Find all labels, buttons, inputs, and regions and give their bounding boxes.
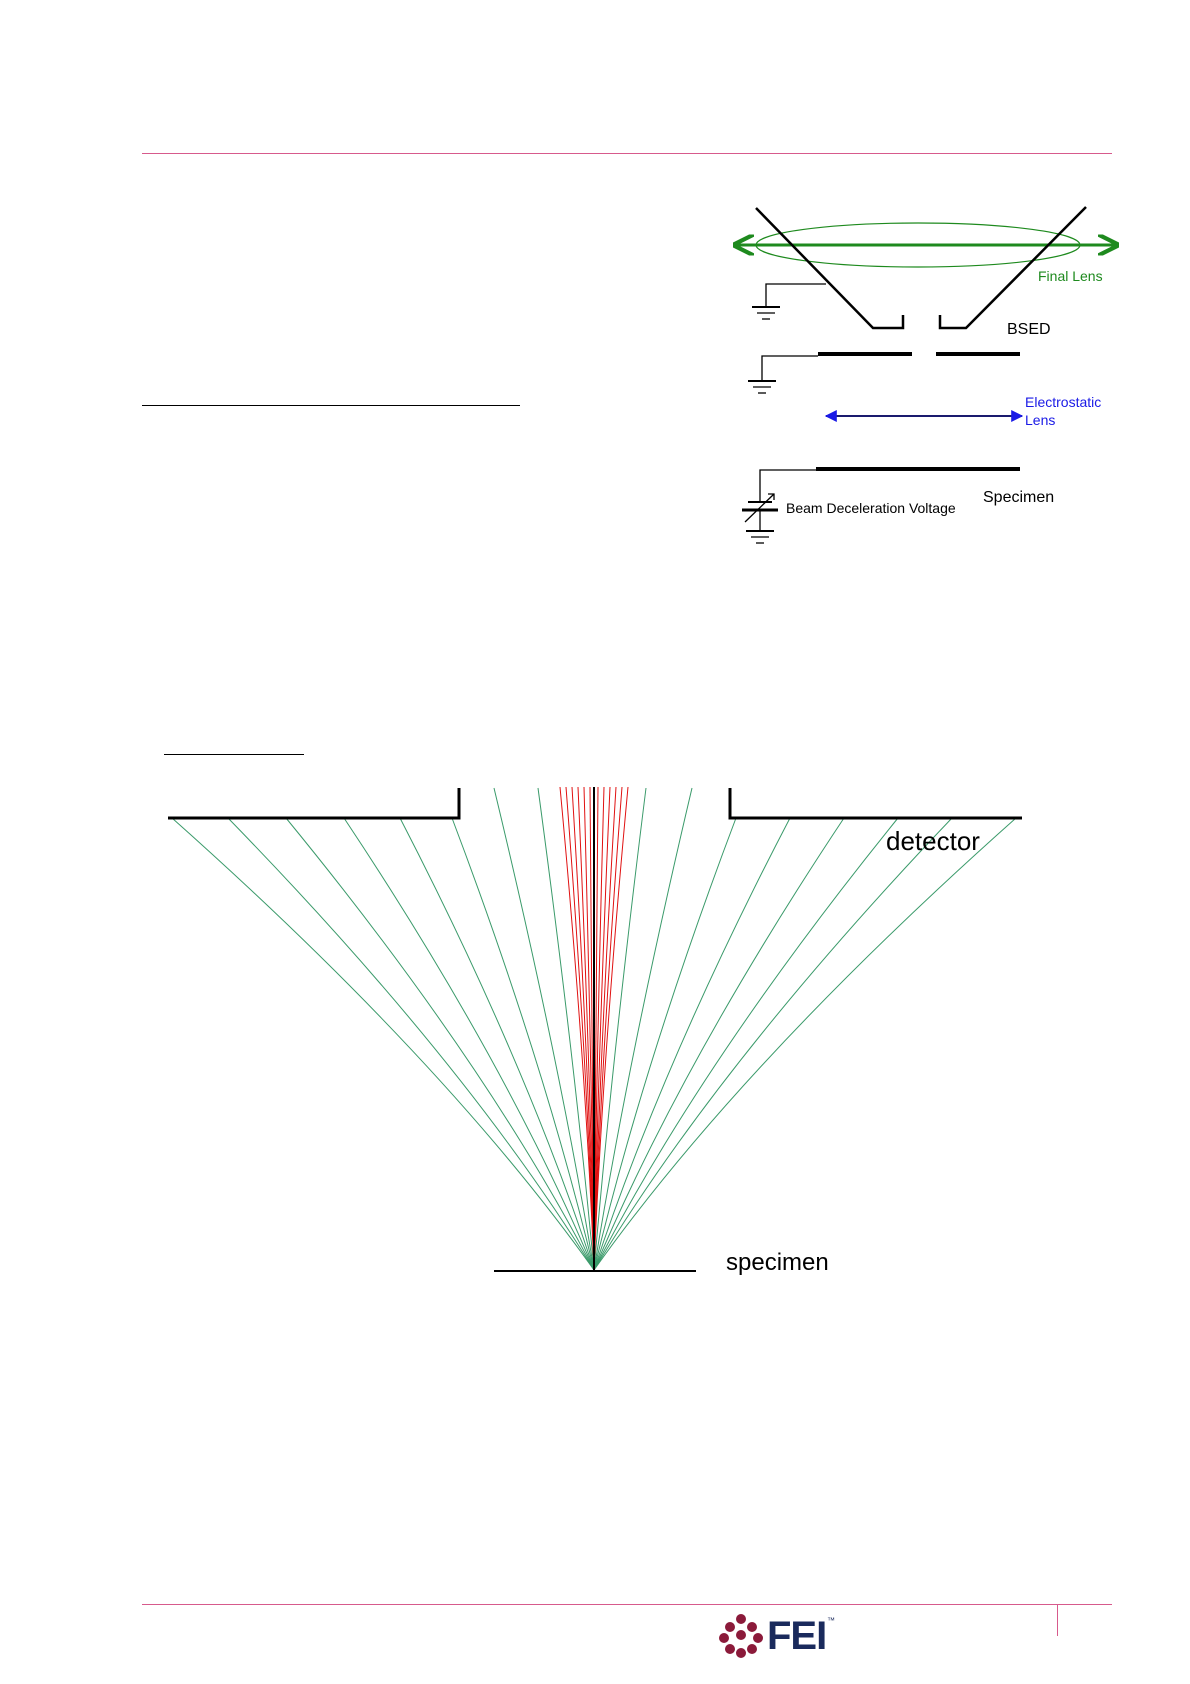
green-trajectory [452, 818, 594, 1270]
red-trajectory [560, 787, 594, 1270]
logo-trademark: ™ [827, 1616, 835, 1625]
red-trajectory [594, 787, 628, 1270]
text-underline-2 [164, 754, 304, 755]
green-trajectory [286, 818, 594, 1270]
green-trajectory [494, 788, 594, 1270]
green-trajectory [228, 818, 594, 1270]
detector-label: detector [886, 826, 980, 856]
bsed-label: BSED [1007, 321, 1051, 338]
detector-right-plate [730, 788, 1022, 818]
beam-voltage-label: Beam Deceleration Voltage [786, 500, 956, 516]
green-trajectory [594, 818, 898, 1270]
specimen-label: Specimen [983, 489, 1055, 506]
final-lens-label: Final Lens [1038, 268, 1103, 284]
page-number-divider [1057, 1604, 1058, 1636]
green-trajectory [594, 818, 736, 1270]
hexagon-cluster-icon [718, 1614, 764, 1658]
trajectory-diagram [0, 760, 1190, 1360]
electrostatic-lens-label-2: Lens [1025, 412, 1056, 428]
fei-logo [718, 1612, 838, 1662]
detector-left-plate [168, 788, 459, 818]
green-trajectory [400, 818, 594, 1270]
footer-rule [142, 1604, 1112, 1605]
green-trajectory [594, 818, 844, 1270]
logo-text: FEI [767, 1614, 827, 1658]
green-trajectory [594, 818, 790, 1270]
specimen-label-lower: specimen [726, 1249, 829, 1276]
lens-schematic [0, 0, 1190, 600]
ground-symbol-2 [748, 356, 818, 393]
electrostatic-lens-label-1: Electrostatic [1025, 394, 1102, 410]
green-trajectory [594, 818, 952, 1270]
ground-symbol-1 [752, 284, 826, 319]
green-trajectory [594, 788, 692, 1270]
